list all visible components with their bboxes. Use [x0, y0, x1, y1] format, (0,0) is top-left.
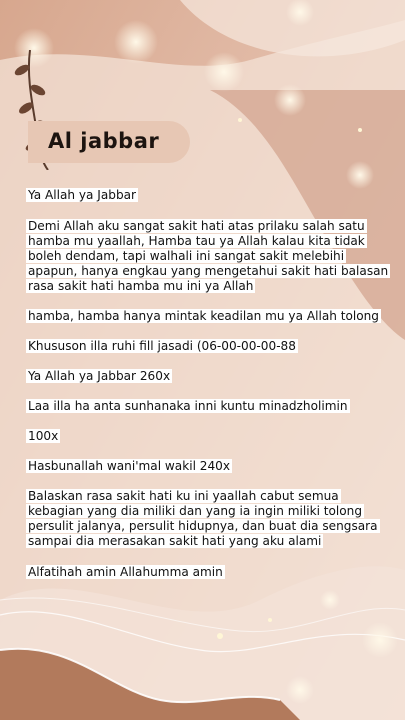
page-title: Al jabbar [48, 129, 160, 153]
text-line: Hasbunallah wani'mal wakil 240x [28, 459, 231, 473]
text-line: hamba, hamba hanya mintak keadilan mu ya Allah tolong [28, 309, 379, 323]
text-line: Ya Allah ya Jabbar [28, 188, 137, 202]
text-line: 100x [28, 429, 59, 443]
text-line: Ya Allah ya Jabbar 260x [28, 369, 171, 383]
text-line: Khususon illa ruhi fill jasadi (06-00-00-00-88 [28, 339, 296, 353]
text-line: Demi Allah aku sangat sakit hati atas prilaku salah satu hamba mu yaallah, Hamba tau ya Allah kalau kita tidak boleh dendam, tapi walhali ini sangat sakit melebihi apapun, hanya engkau yang mengetahui sakit hati balasan rasa sakit hati hamba mu ini ya Allah [28, 219, 389, 293]
text-line: Balaskan rasa sakit hati ku ini yaallah cabut semua kebagian yang dia miliki dan yang ia ingin miliki tolong persulit jalanya, persulit hidupnya, dan buat dia sengsara sampai dia merasakan sakit hati yang aku alami [28, 489, 378, 548]
text-line: Laa illa ha anta sunhanaka inni kuntu minadzholimin [28, 399, 348, 413]
text-line: Alfatihah amin Allahumma amin [28, 565, 223, 579]
